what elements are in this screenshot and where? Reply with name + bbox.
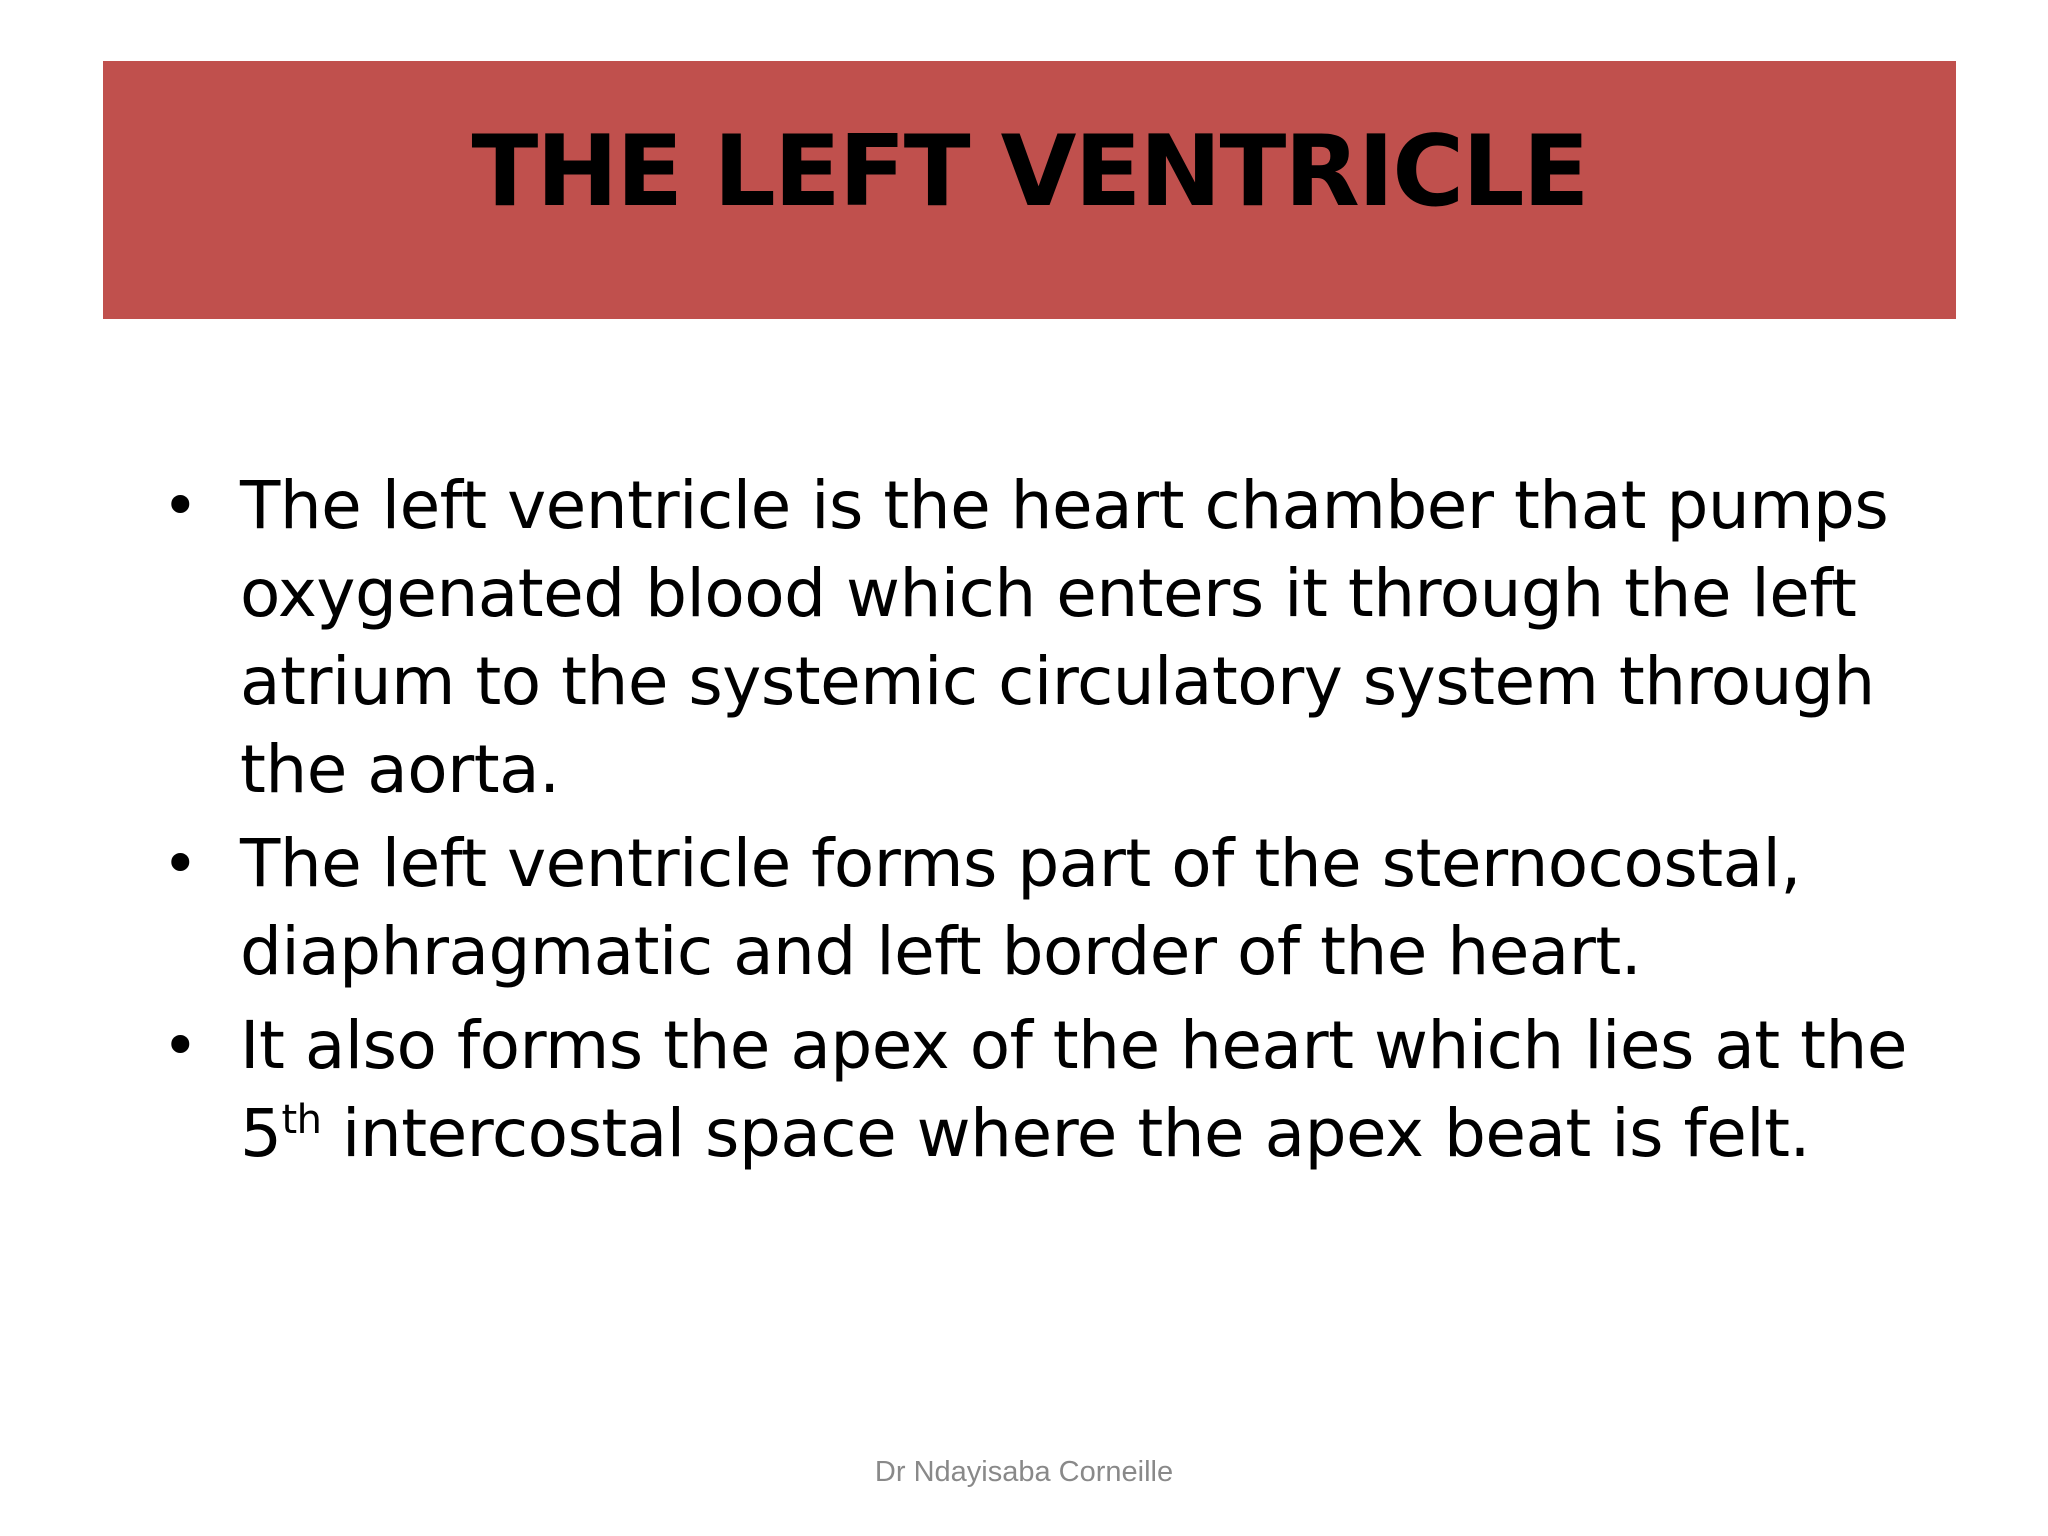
ordinal-suffix: th (281, 1097, 322, 1143)
bullet-icon: • (162, 827, 199, 900)
bullet-icon: • (162, 469, 199, 542)
bullet-item (150, 462, 1940, 814)
ordinal-number: 5 (240, 1095, 282, 1172)
bullet-text-line: atrium to the systemic circulatory system through (240, 643, 1875, 720)
bullet-icon: • (162, 1009, 199, 1082)
bullet-text-rest: intercostal space where the apex beat is felt. (321, 1095, 1810, 1172)
bullet-text-line: The left ventricle is the heart chamber that pumps (240, 467, 1889, 544)
slide-title: THE LEFT VENTRICLE (471, 115, 1588, 229)
bullet-item (150, 820, 1940, 996)
bullet-text-line: the aorta. (240, 731, 560, 808)
footer-author: Dr Ndayisaba Corneille (874, 1456, 1174, 1488)
bullet-list (150, 462, 1940, 1184)
bullet-text-line: oxygenated blood which enters it through the left (240, 555, 1857, 632)
bullet-text-line: The left ventricle forms part of the sternocostal, (240, 825, 1801, 902)
bullet-text-line: It also forms the apex of the heart which lies at the (240, 1007, 1907, 1084)
bullet-text-line (240, 1090, 1940, 1178)
title-bar (103, 61, 1956, 319)
bullet-text-line: diaphragmatic and left border of the heart. (240, 913, 1642, 990)
bullet-item (150, 1002, 1940, 1178)
